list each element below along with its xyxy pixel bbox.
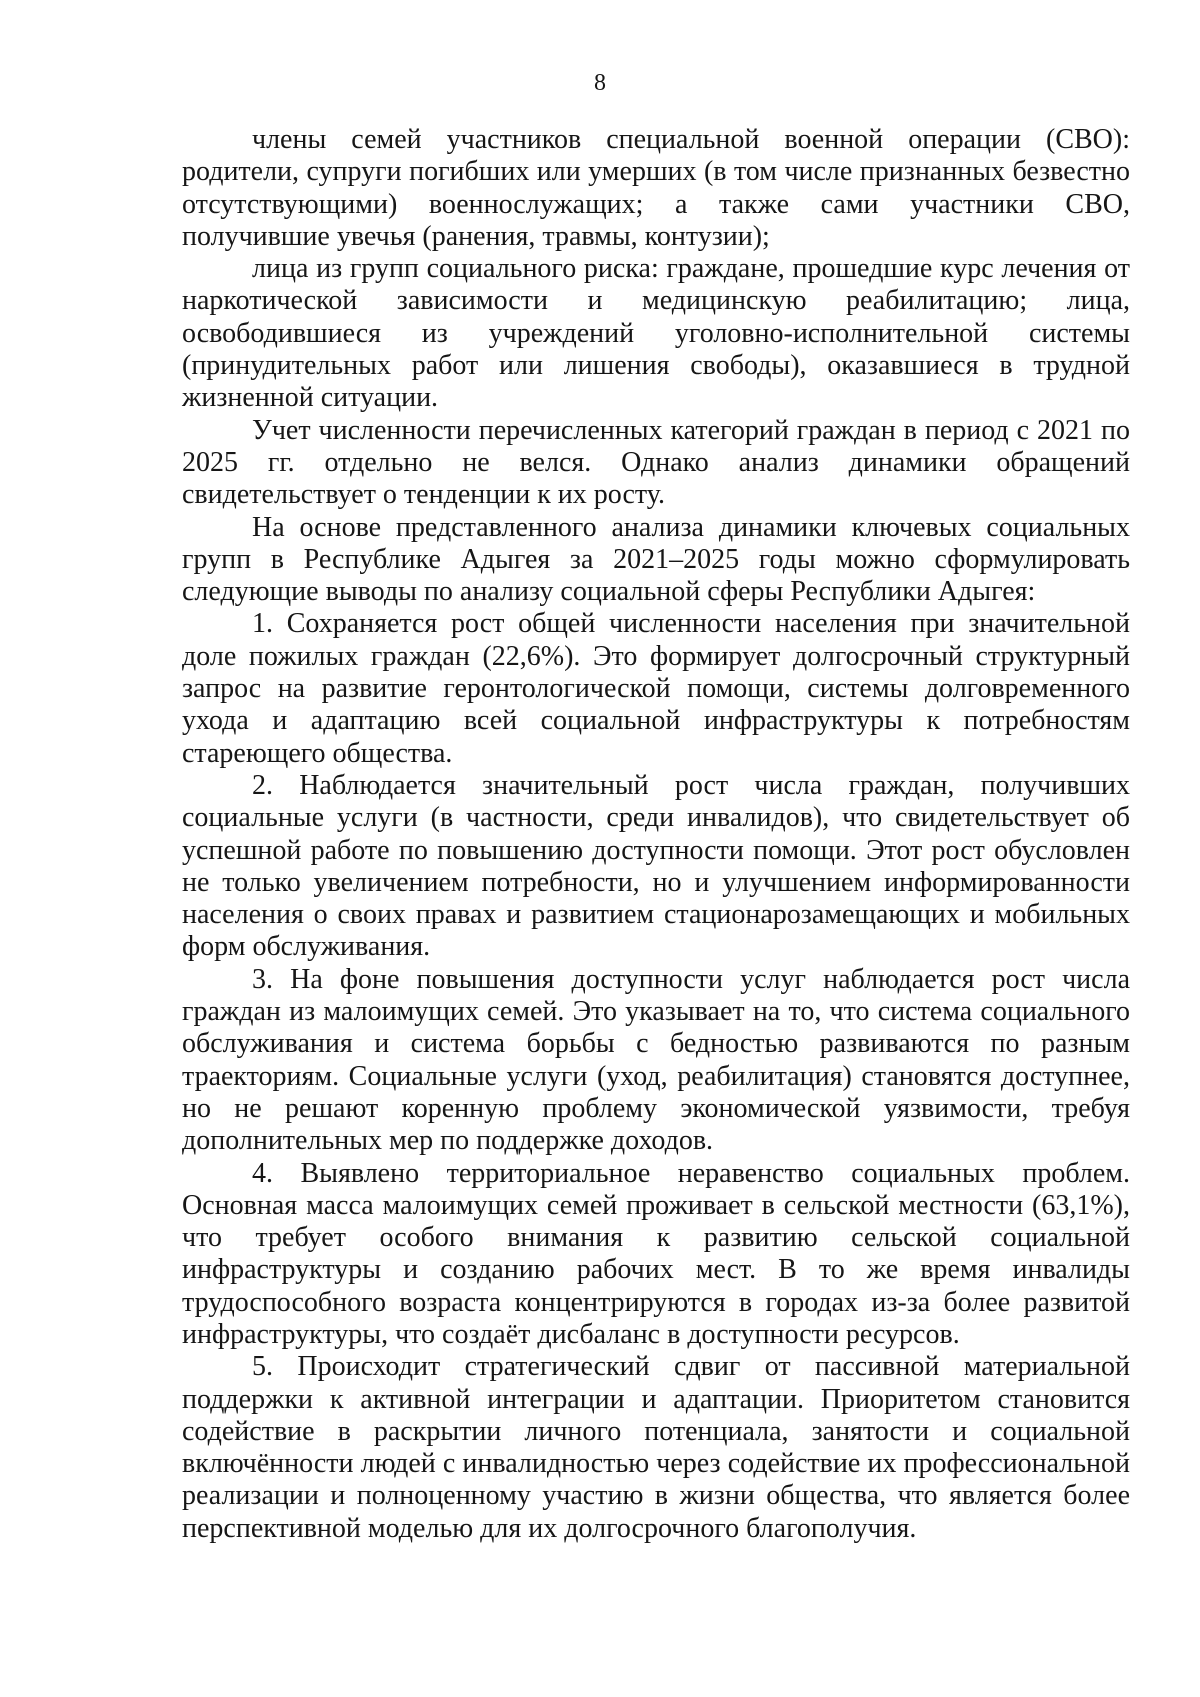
paragraph-svo-families: члены семей участников специальной военной операции (СВО): родители, супруги погибших или умерших (в том числе признанных безвестно отсутствующими) военнослужащих; а также сами участники СВО, получившие увечья (ранения, травмы, контузии); — [182, 124, 1130, 252]
conclusion-item-2: 2. Наблюдается значительный рост числа граждан, получивших социальные услуги (в частности, среди инвалидов), что свидетельствует об успешной работе по повышению доступности помощи. Этот рост обусловлен не только увеличением потребности, но и улучшением информированности населения о своих правах и развитием стационарозамещающих и мобильных форм обслуживания. — [182, 769, 1130, 963]
conclusion-item-5: 5. Происходит стратегический сдвиг от пассивной материальной поддержки к активной интеграции и адаптации. Приоритетом становится содействие в раскрытии личного потенциала, занятости и социальной включённости людей с инвалидностью через содействие их профессиональной реализации и полноценному участию в жизни общества, что является более перспективной моделью для их долгосрочного благополучия. — [182, 1351, 1130, 1544]
conclusion-item-4: 4. Выявлено территориальное неравенство социальных проблем. Основная масса малоимущих семей проживает в сельской местности (63,1%), что требует особого внимания к развитию сельской социальной инфраструктуры и созданию рабочих мест. В то же время инвалиды трудоспособного возраста концентрируются в городах из-за более развитой инфраструктуры, что создаёт дисбаланс в доступности ресурсов. — [182, 1157, 1130, 1350]
conclusion-item-1: 1. Сохраняется рост общей численности населения при значительной доле пожилых граждан (22,6%). Это формирует долгосрочный структурный запрос на развитие геронтологической помощи, системы долговременного ухода и адаптацию всей социальной инфраструктуры к потребностям стареющего общества. — [182, 608, 1130, 769]
conclusion-item-3: 3. На фоне повышения доступности услуг наблюдается рост числа граждан из малоимущих семей. Это указывает на то, что система социального обслуживания и система борьбы с бедностью развиваются по разным траекториям. Социальные услуги (уход, реабилитация) становятся доступнее, но не решают коренную проблему экономической уязвимости, требуя дополнительных мер по поддержке доходов. — [182, 963, 1130, 1157]
paragraph-conclusions-intro: На основе представленного анализа динамики ключевых социальных групп в Республике Адыгея за 2021–2025 годы можно сформулировать следующие выводы по анализу социальной сферы Республики Адыгея: — [182, 511, 1130, 608]
paragraph-accounting-note: Учет численности перечисленных категорий граждан в период с 2021 по 2025 гг. отдельно не велся. Однако анализ динамики обращений свидетельствует о тенденции к их росту. — [182, 414, 1130, 511]
paragraph-social-risk-groups: лица из групп социального риска: граждане, прошедшие курс лечения от наркотической зависимости и медицинскую реабилитацию; лица, освободившиеся из учреждений уголовно-исполнительной системы (принудительных работ или лишения свободы), оказавшиеся в трудной жизненной ситуации. — [182, 253, 1130, 414]
page-number: 8 — [594, 70, 606, 96]
document-body — [182, 124, 1130, 1545]
